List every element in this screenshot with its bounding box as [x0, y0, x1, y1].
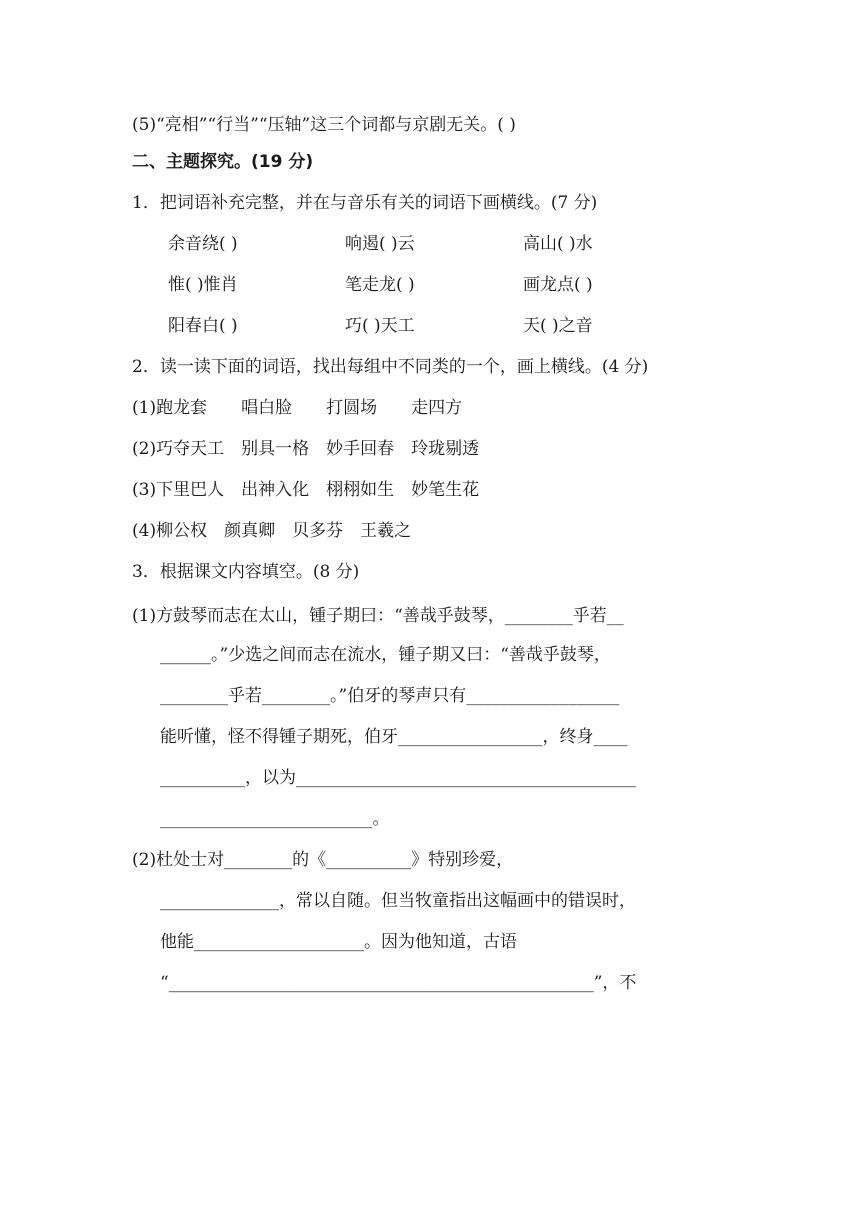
- word-fill-item: 阳春白( ): [168, 316, 238, 336]
- question-2-prompt: 2．读一读下面的词语，找出每组中不同类的一个，画上横线。(4 分): [132, 357, 649, 377]
- section-2-heading: 二、主题探究。(19 分): [132, 152, 314, 172]
- fill-line: (2)杜处士对________的《__________》特别珍爱，: [132, 850, 514, 870]
- fill-line: ________乎若________。”伯牙的琴声只有__________________: [160, 686, 620, 706]
- word-fill-item: 巧( )天工: [345, 316, 415, 336]
- word-group: (3)下里巴人 出神入化 栩栩如生 妙笔生花: [132, 480, 480, 500]
- fill-line: __________，以为________________________________________: [160, 768, 636, 788]
- word-fill-item: 响遏( )云: [345, 234, 415, 254]
- word-group: (1)跑龙套 唱白脸 打圆场 走四方: [132, 398, 463, 418]
- fill-line: ______。”少选之间而志在流水，锺子期又曰：“善哉乎鼓琴，: [160, 645, 611, 665]
- word-fill-item: 天( )之音: [523, 316, 593, 336]
- word-fill-item: 笔走龙( ): [345, 275, 415, 295]
- word-group: (2)巧夺天工 别具一格 妙手回春 玲珑剔透: [132, 439, 480, 459]
- word-fill-item: 高山( )水: [523, 234, 593, 254]
- question-1-prompt: 1．把词语补充完整，并在与音乐有关的词语下画横线。(7 分): [132, 193, 598, 213]
- fill-line: ______________，常以自随。但当牧童指出这幅画中的错误时，: [160, 891, 636, 911]
- fill-line: “__________________________________________________”，不: [160, 973, 637, 993]
- question-3-prompt: 3．根据课文内容填空。(8 分): [132, 562, 360, 582]
- fill-line: 能听懂，怪不得锺子期死，伯牙_________________，终身____: [160, 727, 628, 747]
- word-fill-item: 画龙点( ): [523, 275, 593, 295]
- fill-line: 他能____________________。因为他知道，古语: [160, 932, 517, 952]
- fill-line: (1)方鼓琴而志在太山，锺子期曰：“善哉乎鼓琴，________乎若__: [132, 606, 624, 626]
- question-5-judgement: (5)“亮相”“行当”“压轴”这三个词都与京剧无关。( ): [132, 115, 516, 135]
- fill-line: _________________________。: [160, 809, 390, 829]
- word-fill-item: 余音绕( ): [168, 234, 238, 254]
- word-group: (4)柳公权 颜真卿 贝多芬 王羲之: [132, 521, 412, 541]
- word-fill-item: 惟( )惟肖: [168, 275, 238, 295]
